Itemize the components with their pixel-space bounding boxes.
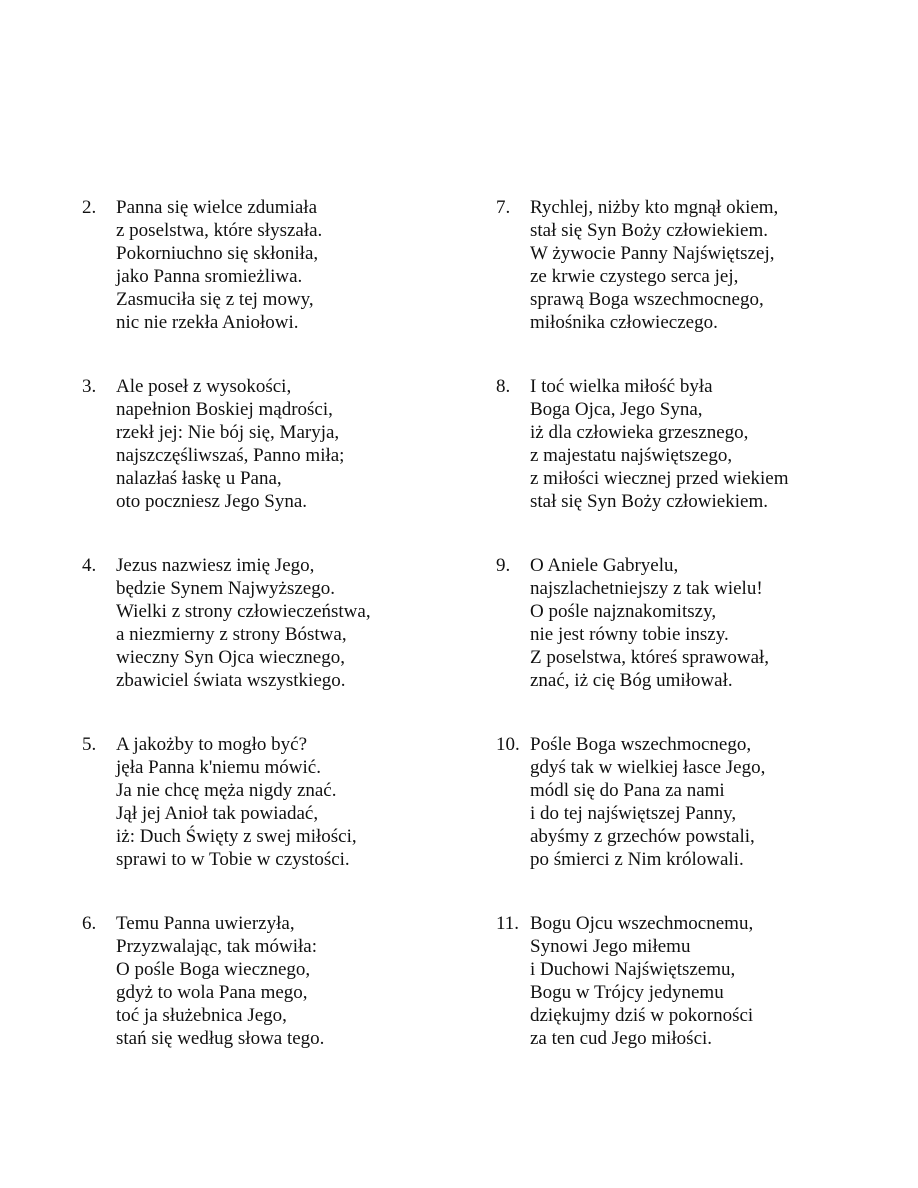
verse-line: najszczęśliwszaś, Panno miła; [116, 445, 345, 466]
stanza [496, 554, 896, 692]
stanza [82, 733, 462, 871]
stanza-number: 8. [496, 376, 511, 397]
verse-line: a niezmierny z strony Bóstwa, [116, 624, 347, 645]
verse-line: W żywocie Panny Najświętszej, [530, 243, 775, 264]
verse-line: jako Panna sromieżliwa. [116, 266, 303, 287]
verse-line: sprawą Boga wszechmocnego, [530, 289, 764, 310]
stanza [82, 196, 462, 334]
stanza-number: 10. [496, 734, 520, 755]
verse-line: I toć wielka miłość była [530, 376, 713, 397]
stanza-number: 7. [496, 197, 511, 218]
stanza [496, 375, 896, 513]
verse-line: i do tej najświętszej Panny, [530, 803, 737, 824]
verse-line: stań się według słowa tego. [116, 1028, 325, 1049]
verse-line: A jakożby to mogło być? [116, 734, 308, 755]
verse-line: abyśmy z grzechów powstali, [530, 826, 755, 847]
verse-line: iż dla człowieka grzesznego, [530, 422, 749, 443]
verse-line: Jął jej Anioł tak powiadać, [116, 803, 319, 824]
verse-line: gdyś tak w wielkiej łasce Jego, [530, 757, 766, 778]
verse-line: stał się Syn Boży człowiekiem. [530, 491, 768, 512]
stanza-number: 9. [496, 555, 511, 576]
verse-line: najszlachetniejszy z tak wielu! [530, 578, 763, 599]
verse-line: Ale poseł z wysokości, [116, 376, 292, 397]
verse-line: po śmierci z Nim królowali. [530, 849, 744, 870]
stanza-number: 4. [82, 555, 97, 576]
verse-line: Przyzwalając, tak mówiła: [116, 936, 318, 957]
verse-line: wieczny Syn Ojca wiecznego, [116, 647, 345, 668]
stanza [82, 375, 462, 513]
verse-line: Zasmuciła się z tej mowy, [116, 289, 314, 310]
verse-line: nie jest równy tobie inszy. [530, 624, 729, 645]
verse-line: O pośle Boga wiecznego, [116, 959, 311, 980]
verse-line: gdyż to wola Pana mego, [116, 982, 308, 1003]
verse-line: miłośnika człowieczego. [530, 312, 718, 333]
verse-line: Ja nie chcę męża nigdy znać. [116, 780, 337, 801]
stanza [82, 912, 462, 1050]
verse-line: Pokorniuchno się skłoniła, [116, 243, 319, 264]
verse-line: i Duchowi Najświętszemu, [530, 959, 736, 980]
verse-line: O Aniele Gabryelu, [530, 555, 679, 576]
right-column [496, 196, 896, 1091]
verse-line: Panna się wielce zdumiała [116, 197, 318, 218]
verse-line: Wielki z strony człowieczeństwa, [116, 601, 371, 622]
verse-line: z poselstwa, które słyszała. [116, 220, 323, 241]
verse-line: Pośle Boga wszechmocnego, [530, 734, 752, 755]
stanza-number: 6. [82, 913, 97, 934]
verse-line: będzie Synem Najwyższego. [116, 578, 335, 599]
verse-line: ze krwie czystego serca jej, [530, 266, 739, 287]
verse-line: znać, iż cię Bóg umiłował. [530, 670, 733, 691]
verse-line: iż: Duch Święty z swej miłości, [116, 826, 357, 847]
verse-line: toć ja służebnica Jego, [116, 1005, 287, 1026]
verse-line: stał się Syn Boży człowiekiem. [530, 220, 768, 241]
verse-line: nalazłaś łaskę u Pana, [116, 468, 282, 489]
verse-line: napełnion Boskiej mądrości, [116, 399, 333, 420]
verse-line: Bogu w Trójcy jedynemu [530, 982, 724, 1003]
stanza [496, 196, 896, 334]
verse-line: nic nie rzekła Aniołowi. [116, 312, 299, 333]
verse-line: Bogu Ojcu wszechmocnemu, [530, 913, 754, 934]
stanza [496, 912, 896, 1050]
verse-line: O pośle najznakomitszy, [530, 601, 717, 622]
verse-line: rzekł jej: Nie bój się, Maryja, [116, 422, 340, 443]
stanza [496, 733, 896, 871]
verse-line: zbawiciel świata wszystkiego. [116, 670, 346, 691]
verse-line: sprawi to w Tobie w czystości. [116, 849, 350, 870]
verse-line: Synowi Jego miłemu [530, 936, 691, 957]
verse-line: módl się do Pana za nami [530, 780, 725, 801]
stanza-number: 3. [82, 376, 97, 397]
verse-line: Jezus nazwiesz imię Jego, [116, 555, 315, 576]
verse-line: Boga Ojca, Jego Syna, [530, 399, 703, 420]
left-column [82, 196, 462, 1091]
verse-line: Temu Panna uwierzyła, [116, 913, 295, 934]
stanza-number: 2. [82, 197, 97, 218]
verse-line: oto poczniesz Jego Syna. [116, 491, 308, 512]
verse-line: Rychlej, niżby kto mgnął okiem, [530, 197, 779, 218]
verse-line: Z poselstwa, któreś sprawował, [530, 647, 770, 668]
verse-line: jęła Panna k'niemu mówić. [116, 757, 321, 778]
stanza-number: 5. [82, 734, 97, 755]
verse-line: za ten cud Jego miłości. [530, 1028, 713, 1049]
verse-line: dziękujmy dziś w pokorności [530, 1005, 754, 1026]
verse-line: z miłości wiecznej przed wiekiem [530, 468, 789, 489]
stanza [82, 554, 462, 692]
stanza-number: 11. [496, 913, 520, 934]
verse-line: z majestatu najświętszego, [530, 445, 733, 466]
